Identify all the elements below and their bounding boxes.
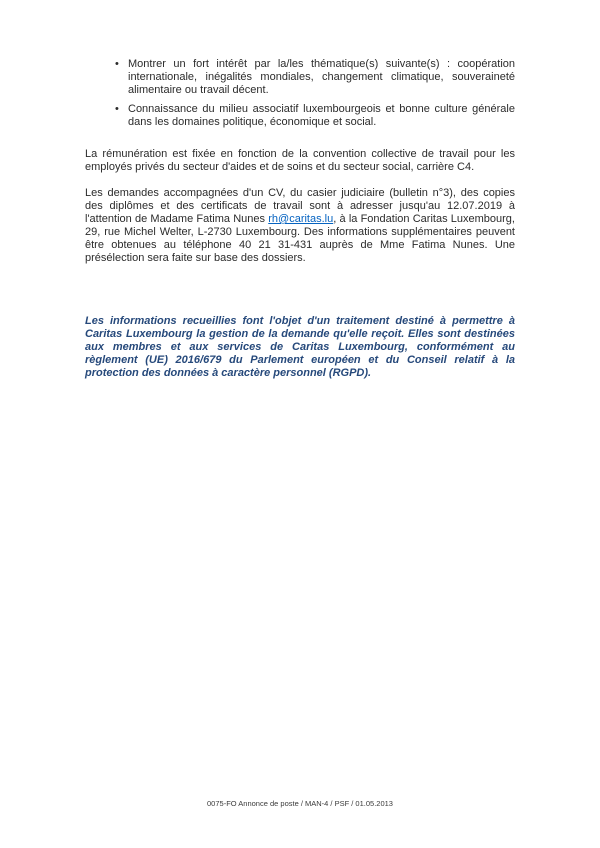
email-link[interactable]: rh@caritas.lu <box>268 213 334 225</box>
document-content <box>85 58 515 380</box>
page-footer: 0075-FO Annonce de poste / MAN-4 / PSF / 01.05.2013 <box>207 799 393 808</box>
paragraph-remuneration: La rémunération est fixée en fonction de la convention collective de travail pour les employés privés du secteur d'aides et de soins et du secteur social, carrière C4. <box>85 148 515 173</box>
application-text-after-link: , à la Fondation Caritas Luxembourg, 29, rue Michel Welter, L-2730 Luxembourg. Des informations supplémentaires peuvent être obtenues au téléphone 40 21 31-431 auprès de Mme Fatima Nunes. Une présélection sera faite sur base des dossiers. <box>85 213 515 264</box>
bullet-icon: • <box>115 58 119 70</box>
bullet-icon: • <box>115 103 119 115</box>
bullet-text-thematiques: Montrer un fort intérêt par la/les thématique(s) suivante(s) : coopération internationale, inégalités mondiales, changement climatique, souveraineté alimentaire ou travail décent. <box>128 58 515 96</box>
paragraph-privacy-notice: Les informations recueillies font l'objet d'un traitement destiné à permettre à Caritas Luxembourg la gestion de la demande qu'elle reçoit. Elles sont destinées aux membres et aux services de Caritas Luxembourg, conformément au règlement (UE) 2016/679 du Parlement européen et du Conseil relatif à la protection des données à caractère personnel (RGPD). <box>85 315 515 379</box>
application-text-before-link: Les demandes accompagnées d'un CV, du casier judiciaire (bulletin n°3), des copies des diplômes et des certificats de travail sont à adresser jusqu'au 12.07.2019 à l'attention de Madame Fatima Nunes <box>85 187 515 225</box>
paragraph-application <box>85 187 515 265</box>
bullet-text-connaissance: Connaissance du milieu associatif luxembourgeois et bonne culture générale dans les domaines politique, économique et social. <box>128 103 515 128</box>
bullet-list <box>85 58 515 129</box>
list-item <box>85 103 515 129</box>
list-item <box>85 58 515 97</box>
